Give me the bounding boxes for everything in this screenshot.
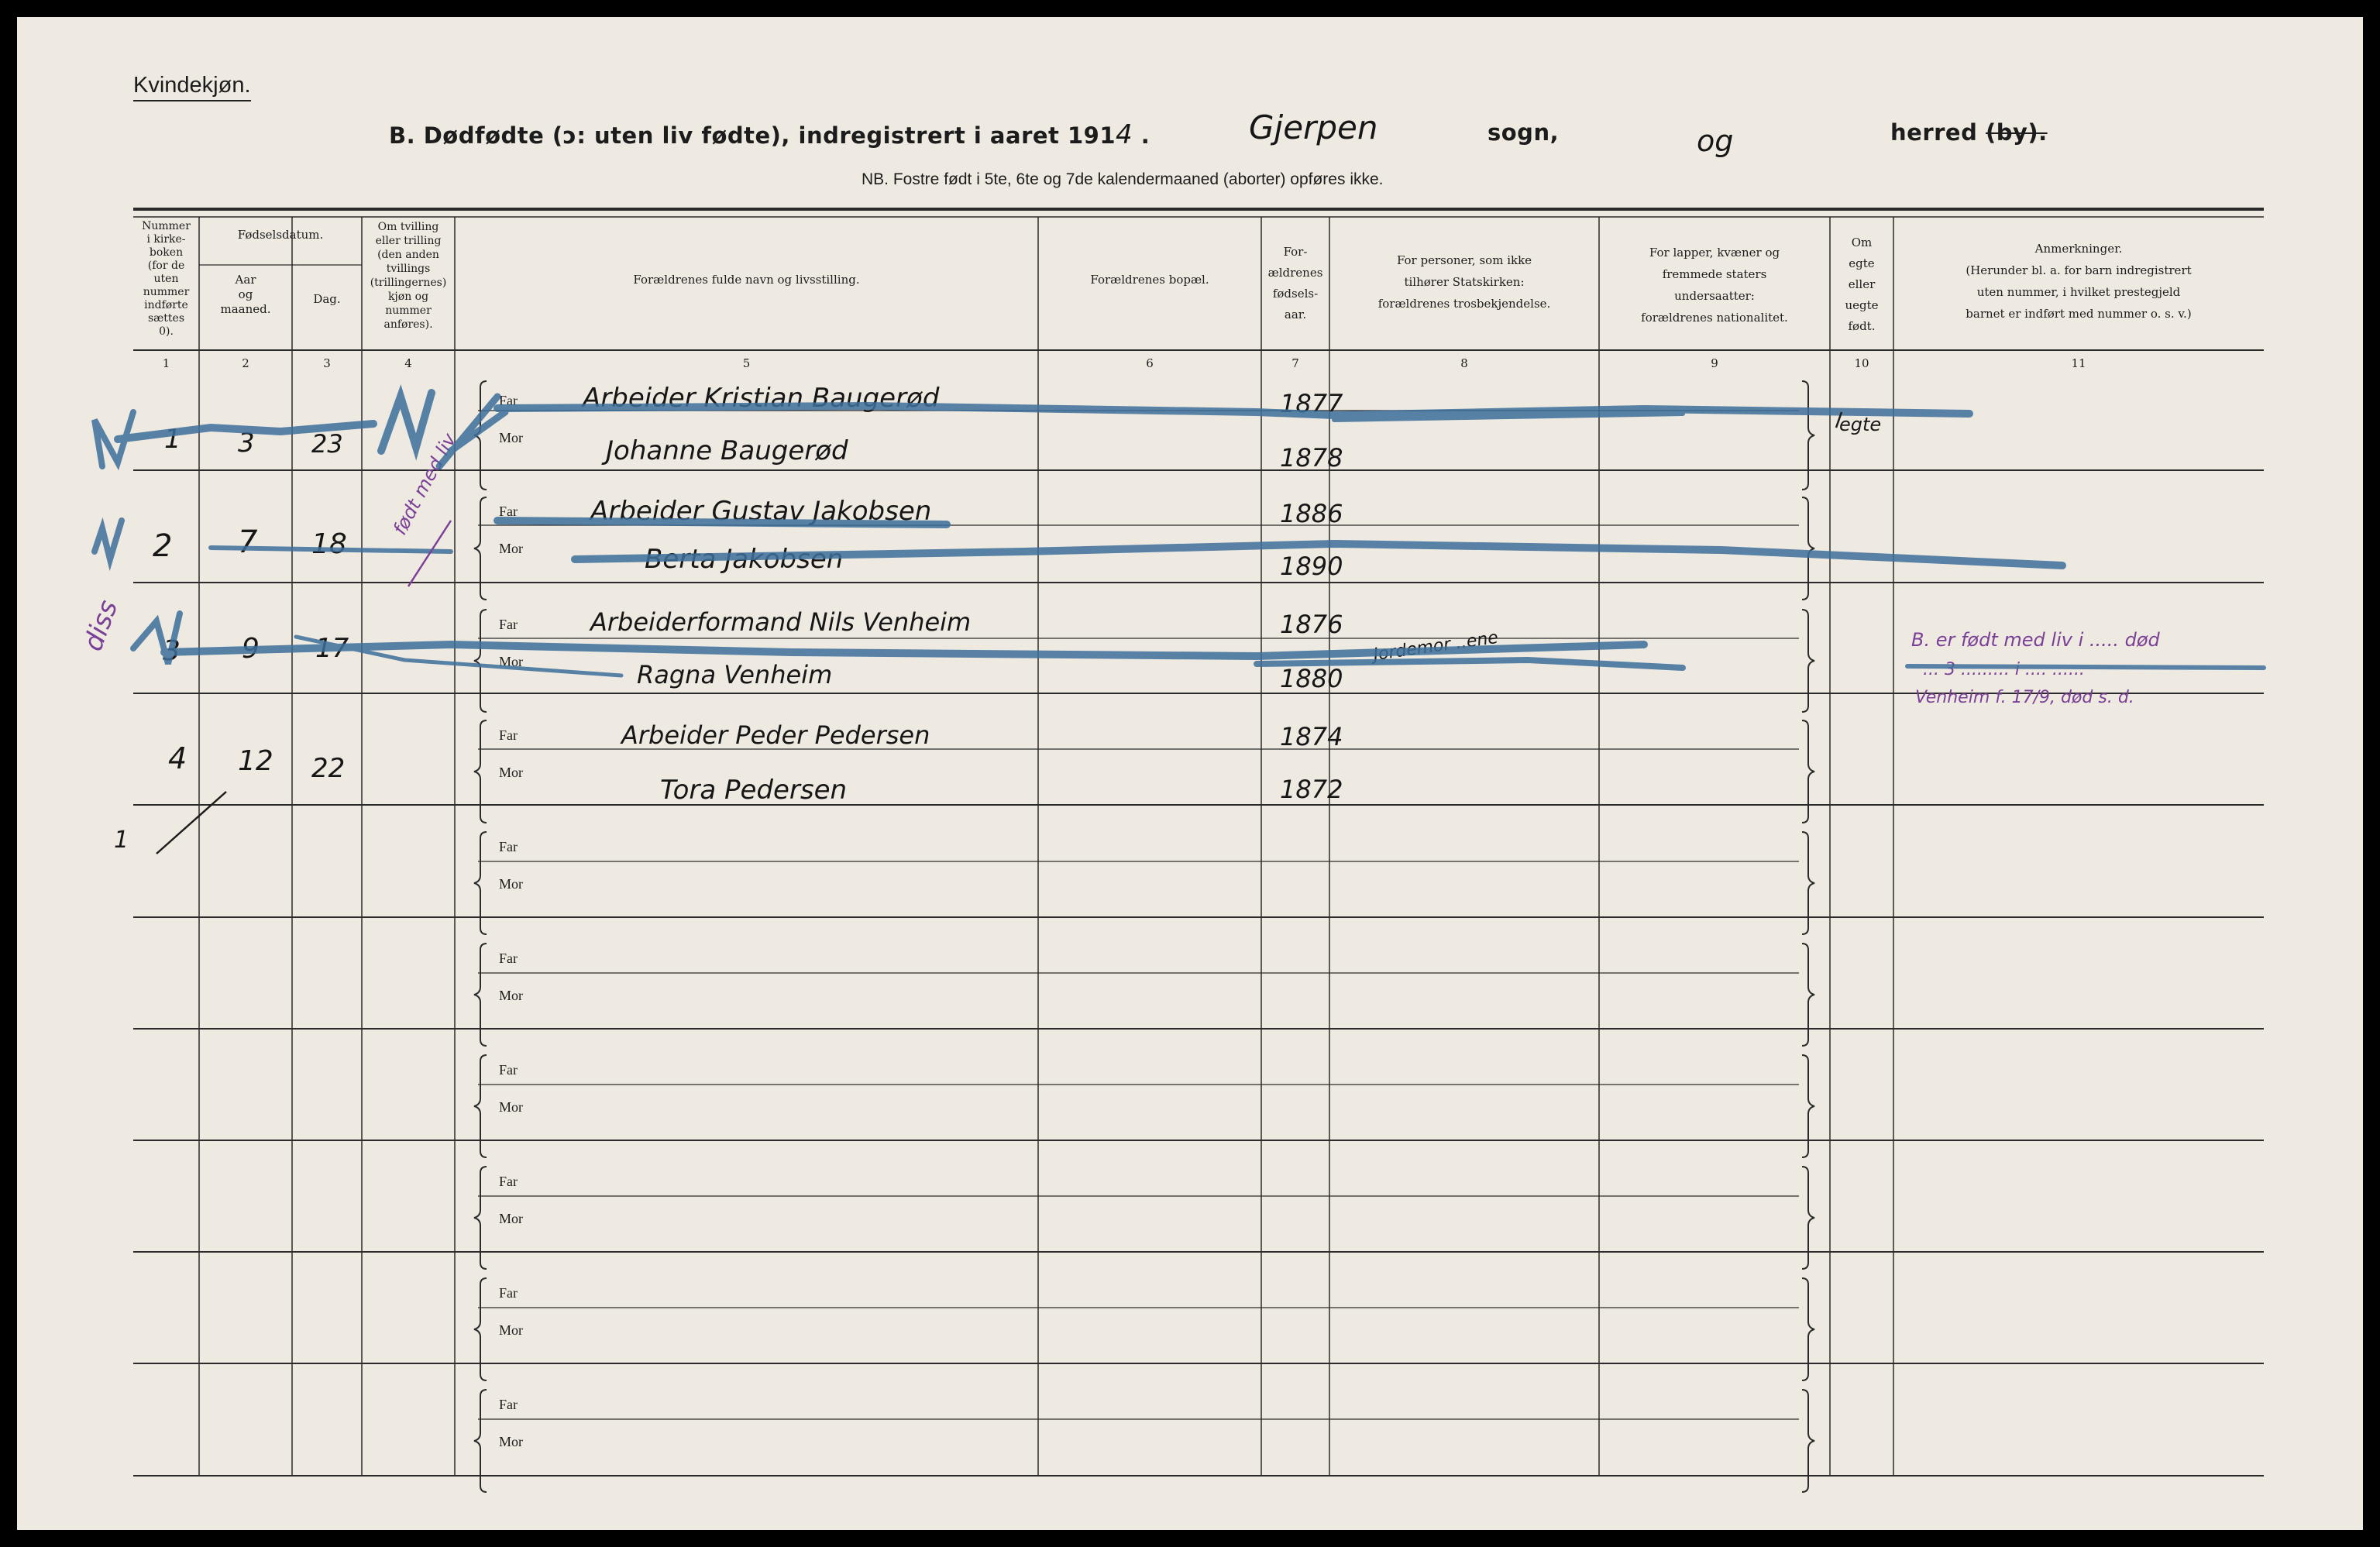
col-number-2: 2: [242, 356, 249, 370]
far-label: Far: [499, 727, 518, 743]
mor-label: Mor: [499, 765, 523, 780]
header-birth-year: For- ældrenes fødsels- aar.: [1267, 245, 1323, 321]
mor-label: Mor: [499, 876, 523, 892]
nb-note: NB. Fostre født i 5te, 6te og 7de kalendermaaned (aborter) opføres ikke.: [862, 170, 1384, 188]
entry2-mother: Berta Jakobsen: [645, 544, 844, 575]
mor-label: Mor: [499, 988, 523, 1003]
far-label: Far: [499, 617, 518, 632]
far-label: Far: [499, 504, 518, 519]
entry2-month: 7: [238, 524, 258, 560]
entry3-father-year: 1876: [1280, 610, 1343, 639]
entry3-remark-line2: ... 3 ......... i .... ......: [1923, 660, 2085, 679]
title-prefix: B. Dødfødte (ɔ: uten liv fødte), indregistrert i aaret 191: [389, 122, 1116, 149]
entry1-month: 3: [238, 428, 255, 459]
col-number-9: 9: [1711, 356, 1718, 370]
col-number-1: 1: [162, 356, 170, 370]
entry1-legitimacy: egte: [1839, 414, 1882, 435]
entry4-father: Arbeider Peder Pedersen: [621, 720, 930, 750]
entry2-twin-note: født med liv: [389, 429, 461, 539]
entry2-father: Arbeider Gustav Jakobsen: [590, 496, 932, 527]
header-remarks: Anmerkninger. (Herunder bl. a. for barn indregistrert uten nummer, i hvilket prestegjeld barnet er indført med nummer o. s. v.): [1966, 242, 2192, 321]
col-number-8: 8: [1460, 356, 1468, 370]
far-label: Far: [499, 1285, 518, 1301]
entry3-mother: Ragna Venheim: [637, 660, 833, 689]
far-label: Far: [499, 951, 518, 966]
entry2-day: 18: [311, 528, 347, 560]
entry4-father-year: 1874: [1280, 722, 1343, 751]
header-day: Dag.: [313, 292, 341, 306]
far-label: Far: [499, 1174, 518, 1189]
entry2-number: 2: [153, 528, 173, 564]
mor-label: Mor: [499, 1434, 523, 1449]
entry3-remark-line1: B. er født med liv i ..... død: [1911, 629, 2160, 651]
entry4-day: 22: [311, 753, 346, 784]
header-birth-date: Fødselsdatum.: [237, 228, 324, 242]
entry3-mother-year: 1880: [1280, 664, 1343, 693]
header-legitimacy: Om egte eller uegte født.: [1845, 235, 1879, 333]
far-label: Far: [499, 839, 518, 854]
header-residence: Forældrenes bopæl.: [1090, 273, 1209, 287]
header-number: Nummer i kirke- boken (for de uten nummer indførte sættes 0).: [142, 220, 191, 338]
gender-label: Kvindekjøn.: [133, 73, 251, 101]
header-nationality: For lapper, kvæner og fremmede staters undersaatter: forældrenes nationalitet.: [1641, 246, 1788, 325]
col-number-3: 3: [323, 356, 331, 370]
entry1-number: 1: [164, 424, 181, 455]
entry1-day: 23: [311, 429, 343, 459]
entry1-mother: Johanne Baugerød: [606, 435, 848, 466]
title-dot: .: [1140, 122, 1150, 149]
entry2-mother-year: 1890: [1280, 552, 1343, 581]
og-handwritten: og: [1697, 124, 1734, 158]
entry1-mother-year: 1878: [1280, 443, 1343, 473]
entry1-father: Arbeider Kristian Baugerød: [583, 383, 940, 414]
title-year-digit: 4: [1116, 119, 1133, 150]
col-number-6: 6: [1146, 356, 1154, 370]
header-religion: For personer, som ikke tilhører Statskirken: forældrenes trosbekjendelse.: [1377, 253, 1551, 311]
far-label: Far: [499, 393, 518, 408]
by-text-struck: (by).: [1985, 119, 2048, 146]
entry3-remark-line3: Venheim f. 17/9, død s. d.: [1915, 688, 2134, 707]
entry4-tally-mark: 1: [114, 827, 129, 854]
entry3-day: 17: [315, 633, 349, 664]
header-twin: Om tvilling eller trilling (den anden tvillings (trillingernes) kjøn og nummer anføres).: [370, 221, 447, 331]
mor-label: Mor: [499, 1211, 523, 1226]
sogn-label: sogn,: [1488, 119, 1560, 146]
far-label: Far: [499, 1062, 518, 1078]
mor-label: Mor: [499, 654, 523, 669]
col-number-5: 5: [742, 356, 751, 370]
entry3-diss-mark: diss: [77, 596, 125, 655]
mor-label: Mor: [499, 541, 523, 556]
herred-text: herred: [1890, 119, 1978, 146]
entry2-father-year: 1886: [1280, 499, 1343, 528]
parish-name: Gjerpen: [1249, 108, 1378, 146]
entry3-father: Arbeiderformand Nils Venheim: [590, 607, 972, 637]
header-parents-names: Forældrenes fulde navn og livsstilling.: [633, 273, 860, 287]
mor-label: Mor: [499, 1099, 523, 1115]
entry4-mother: Tora Pedersen: [660, 775, 848, 806]
entry4-mother-year: 1872: [1280, 775, 1343, 804]
entry3-religion: Jordemor ..ene: [1372, 627, 1500, 665]
far-label: Far: [499, 1397, 518, 1412]
col-number-11: 11: [2071, 356, 2086, 370]
pencil-strikethroughs: [17, 17, 2363, 1530]
header-year-month: Aar og maaned.: [220, 273, 271, 316]
entry4-month: 12: [238, 745, 273, 777]
mor-label: Mor: [499, 1322, 523, 1338]
entry4-number: 4: [168, 741, 187, 775]
entry1-father-year: 1877: [1280, 389, 1343, 418]
mor-label: Mor: [499, 430, 523, 445]
col-number-10: 10: [1854, 356, 1869, 370]
col-number-4: 4: [404, 356, 412, 370]
register-page: [17, 17, 2363, 1530]
entry3-month: 9: [242, 633, 260, 665]
col-number-7: 7: [1291, 356, 1299, 370]
entry3-number: 3: [163, 635, 181, 667]
